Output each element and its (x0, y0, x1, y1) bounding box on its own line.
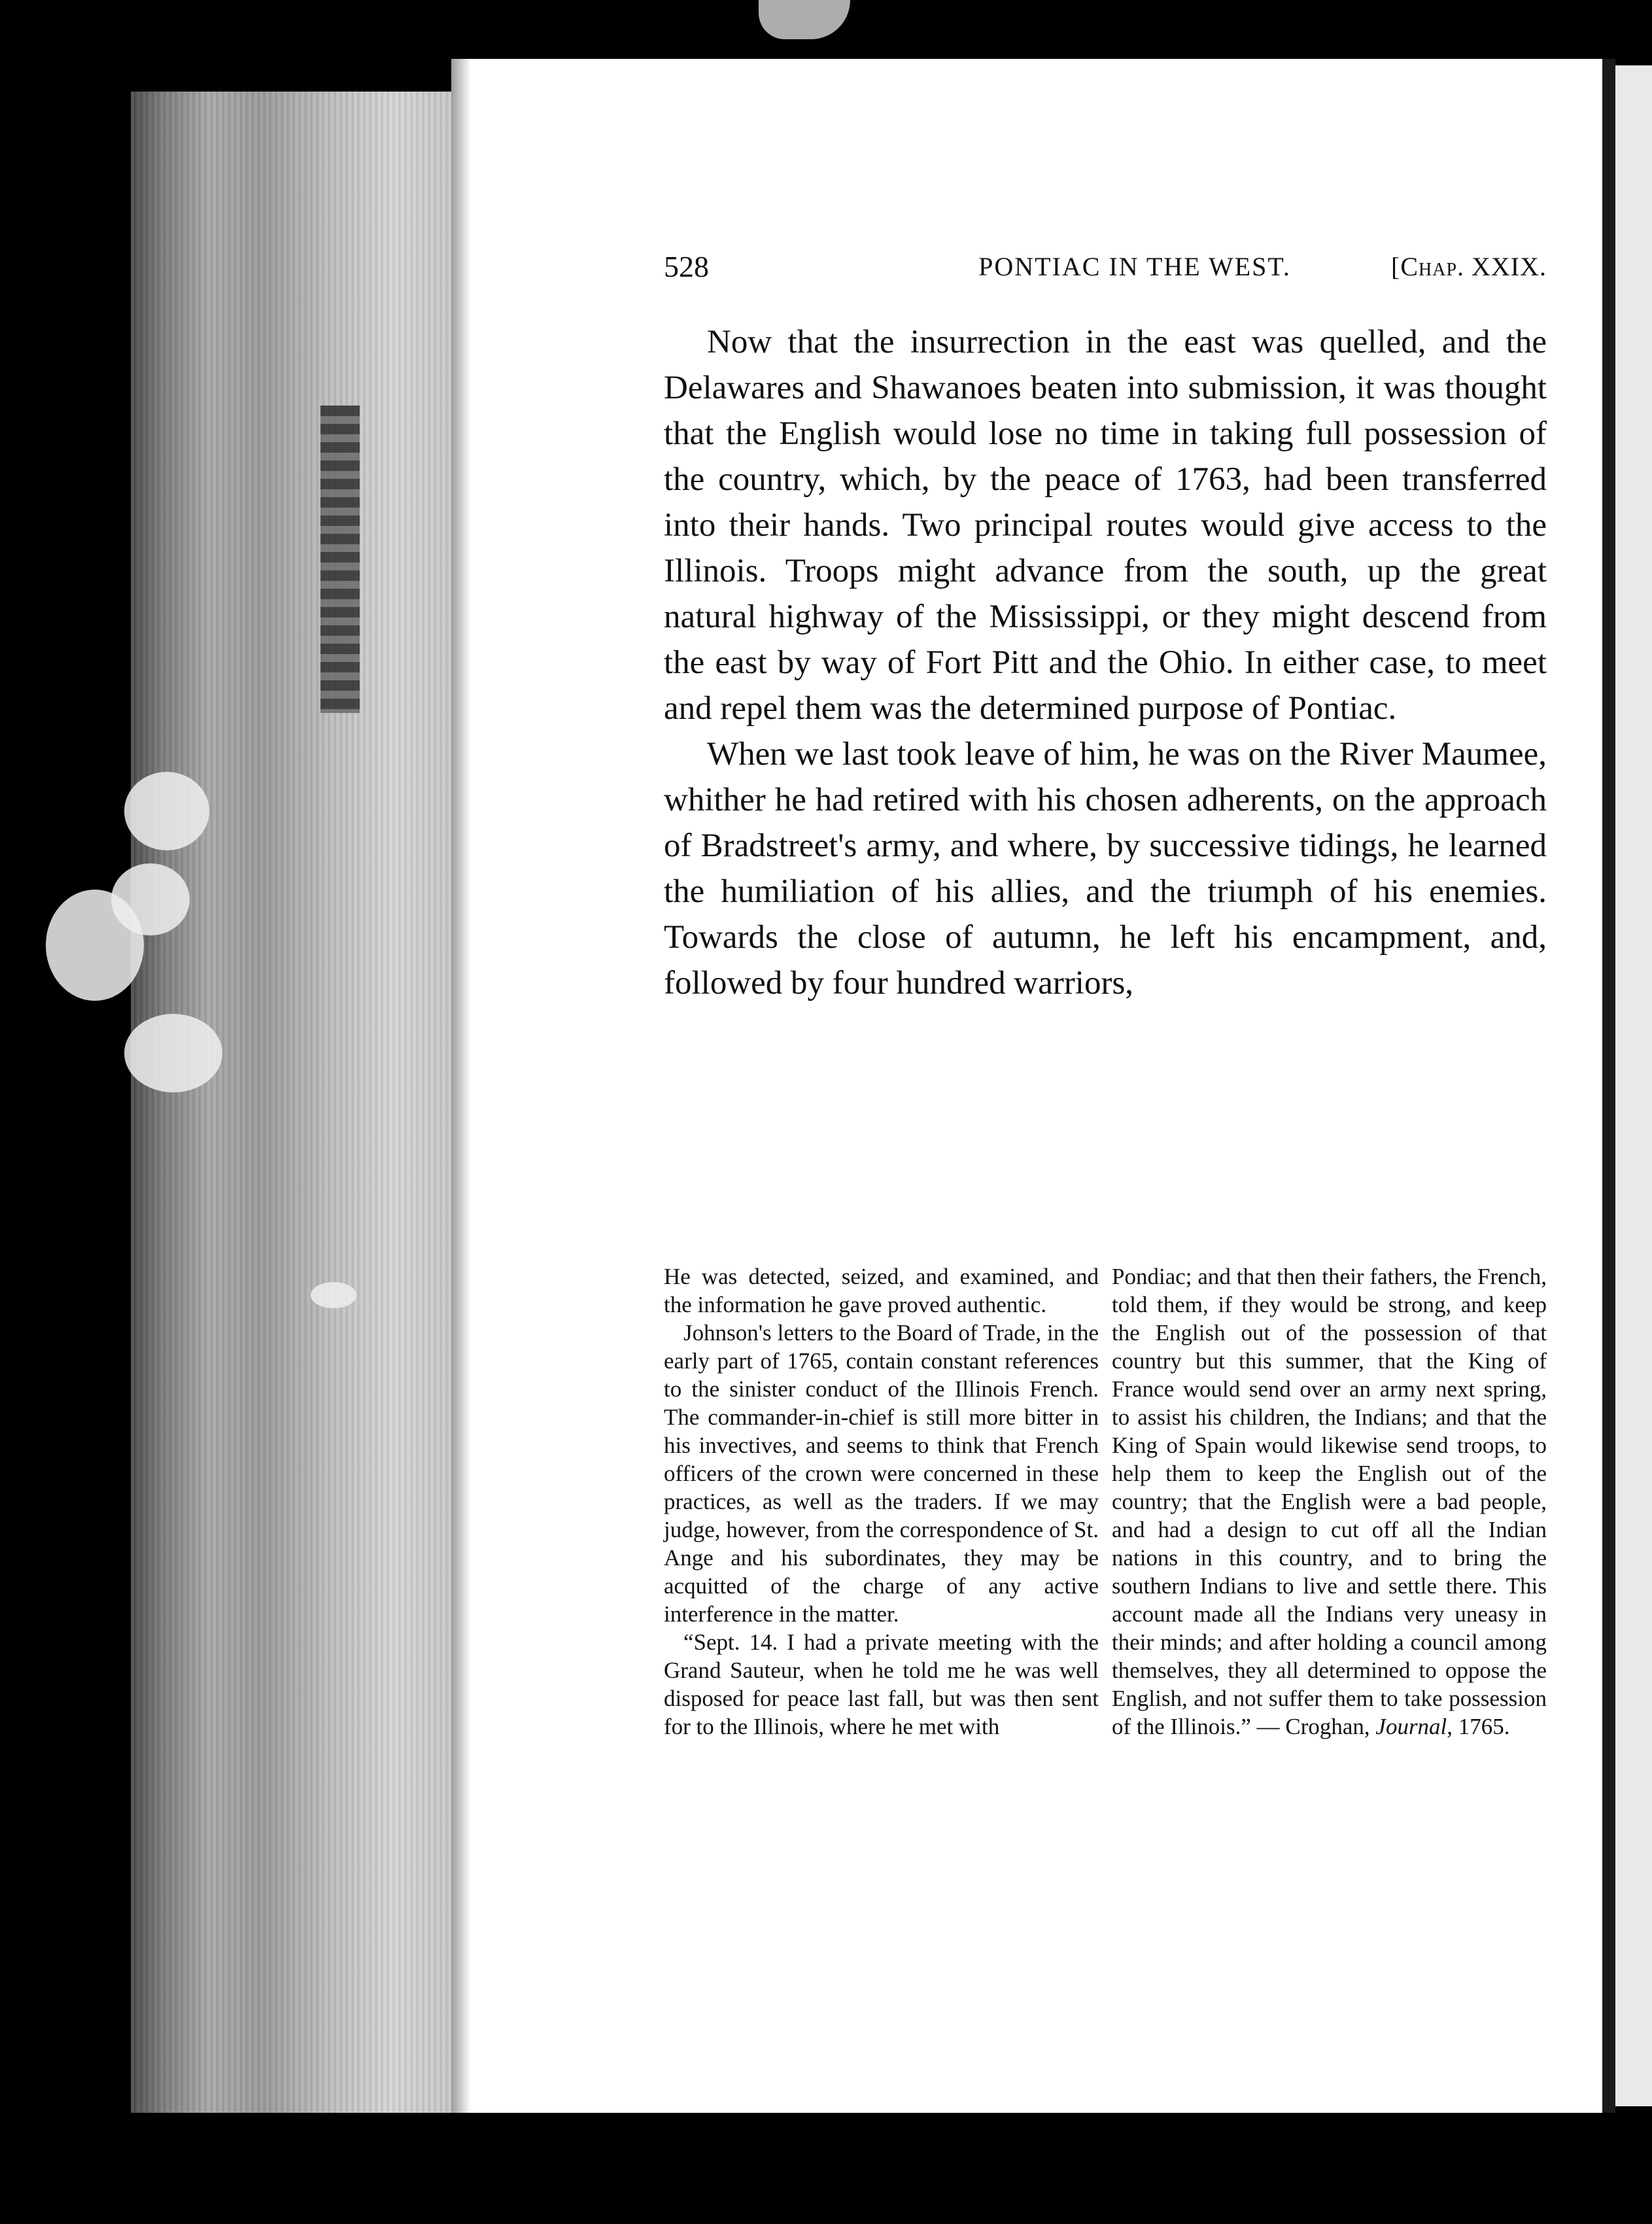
footnote-paragraph: “Sept. 14. I had a private meeting with the Grand Sauteur, when he told me he was well disposed for peace last fall, but was then sent for to the Illinois, where he met with (664, 1629, 1099, 1739)
paper-stain (111, 863, 190, 935)
paper-stain (124, 772, 209, 850)
paragraph: When we last took leave of him, he was on the River Maumee, whither he had retired with his chosen adherents, on the approach of Bradstreet's army, and where, by successive tidings, he learned the humiliation of his allies, and the triumph of his enemies. Towards the close of autumn, he left his encampment, and, followed by four hundred warriors, (664, 736, 1547, 1001)
footnote-paragraph: He was detected, seized, and examined, and the information he gave proved authentic. (664, 1264, 1099, 1317)
paragraph: Now that the insurrection in the east was quelled, and the Delawares and Shawanoes beaten into submission, it was thought that the English would lose no time in taking full possession of the country, which, by the peace of 1763, had been transferred into their hands. Two principal routes would give access to the Illinois. Troops might advance from the south, up the great natural highway of the Mississippi, or they might descend from the east by way of Fort Pitt and the Ohio. In either case, to meet and repel them was the determined purpose of Pontiac. (664, 324, 1547, 727)
gutter-shadow (451, 59, 471, 2113)
scan-debris (759, 0, 850, 39)
book-page-edges (131, 92, 458, 2113)
chapter-label: [Chap. XXIX. (1391, 252, 1547, 281)
running-head (664, 247, 1547, 287)
page-edge-shadow (1602, 59, 1615, 2113)
footnote-column-left (664, 1262, 1099, 1741)
main-text (664, 319, 1547, 1006)
next-page-edge (1615, 65, 1652, 2106)
running-title: PONTIAC IN THE WEST. (978, 252, 1291, 281)
footnote-paragraph (1112, 1262, 1547, 1741)
source-year: , 1765. (1447, 1714, 1510, 1739)
footnote-text: Pondiac; and that then their fathers, the French, told them, if they would be strong, and keep the English out of the possession of that country but this summer, that the King of France would send over an army next spring, to assist his children, the Indians; and that the King of Spain would likewise send troops, to help them to keep the English out of the country; that the English were a bad people, and had a design to cut off all the Indian nations in this country, and to bring the southern Indians to live and settle there. This account made all the Indians very uneasy in their minds; and after holding a council among themselves, they all determined to oppose the English, and not suffer them to take possession of the Illinois.” — Croghan, (1112, 1264, 1547, 1739)
footnotes (664, 1262, 1547, 1741)
source-title: Journal (1375, 1714, 1447, 1739)
paper-stain (311, 1282, 356, 1308)
paper-stain (124, 1014, 222, 1092)
footnote-paragraph: Johnson's letters to the Board of Trade, in the early part of 1765, contain constant references to the sinister conduct of the Illinois French. The commander-in-chief is still more bitter in his invectives, and seems to think that French officers of the crown were concerned in these practices, as well as the traders. If we may judge, however, from the correspondence of St. Ange and his subordinates, they may be acquitted of the charge of any active interference in the matter. (664, 1320, 1099, 1627)
binding-stamp (320, 406, 360, 713)
footnote-column-right (1112, 1262, 1547, 1741)
page-number: 528 (664, 250, 709, 283)
